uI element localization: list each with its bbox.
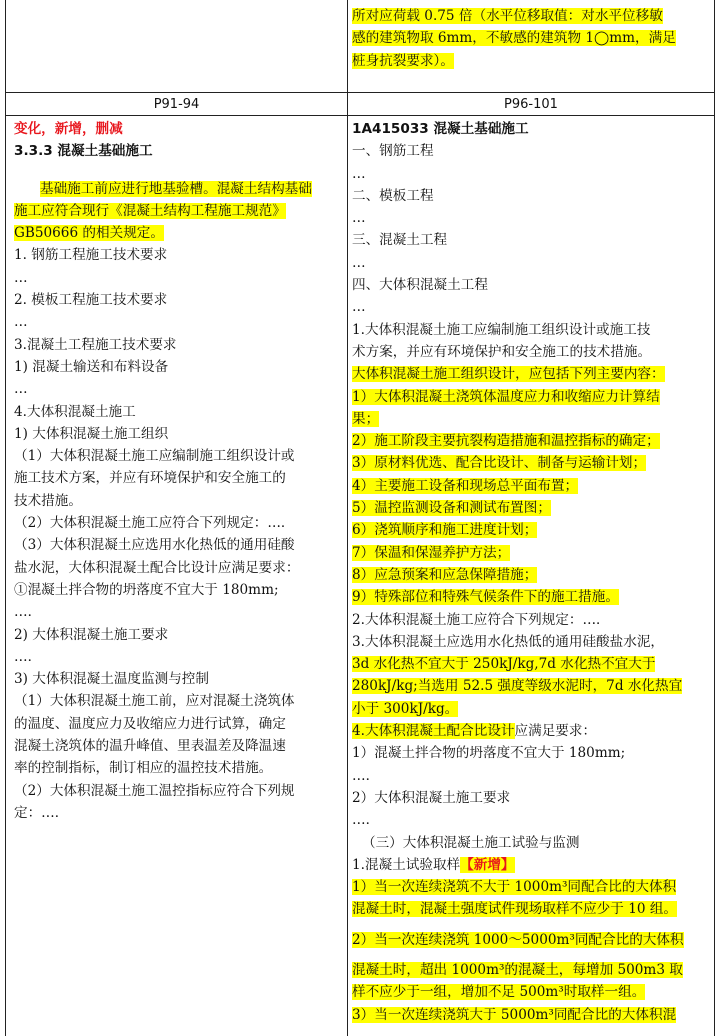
- text-line: 1）当一次连续浇筑不大于 1000m³同配合比的大体积: [352, 879, 677, 896]
- text-line: 定：…．: [14, 804, 69, 821]
- text-line: 感的建筑物取 6mm，不敏感的建筑物 1◯mm，满足: [352, 30, 676, 47]
- text-line: 2）大体积混凝土施工要求: [352, 789, 511, 806]
- ellipsis: …．: [14, 648, 42, 665]
- ellipsis: …: [352, 165, 366, 182]
- text-line: 盐水泥，大体积混凝土配合比设计应满足要求：: [14, 559, 300, 576]
- text-line: 大体积混凝土施工组织设计，应包括下列主要内容：: [352, 366, 665, 383]
- subsection-title: （三）大体积混凝土施工试验与监测: [362, 834, 580, 851]
- column-divider: [347, 0, 348, 1036]
- comparison-table: [5, 0, 715, 1036]
- text-line: 技术措施。: [14, 492, 82, 509]
- text-line: （2）大体积混凝土施工应符合下列规定：…．: [14, 515, 295, 532]
- ellipsis: …: [352, 210, 366, 227]
- left-page-header: P91-94: [153, 97, 200, 112]
- row-divider: [6, 115, 714, 116]
- text-line: 4）主要施工设备和现场总平面布置；: [352, 477, 579, 494]
- left-column: [14, 118, 342, 824]
- text-line: 三、混凝土工程: [352, 232, 448, 249]
- text-line: 二、模板工程: [352, 187, 434, 204]
- right-column: [352, 118, 709, 1026]
- text-line: 基础施工前应进行地基验槽。混凝土结构基础: [40, 180, 312, 197]
- ellipsis: …: [14, 314, 28, 331]
- top-right-cell: [352, 5, 708, 72]
- text-line: 1）混凝土拌合物的坍落度不宜大于 180mm;: [352, 745, 626, 762]
- text-line: 桩身抗裂要求）。: [352, 52, 454, 69]
- text-line: 3）当一次连续浇筑大于 5000m³同配合比的大体积混: [352, 1006, 677, 1023]
- text-line: 3.混凝土工程施工技术要求: [14, 336, 177, 353]
- text-line: （1）大体积混凝土施工应编制施工组织设计或: [14, 448, 295, 465]
- text-line: 1. 钢筋工程施工技术要求: [14, 247, 168, 264]
- text-line: 1) 混凝土输送和布料设备: [14, 358, 169, 375]
- text-line: 8）应急预案和应急保障措施；: [352, 566, 538, 583]
- text-line: 混凝土时，混凝土强度试件现场取样不应少于 10 组。: [352, 901, 678, 918]
- ellipsis: …: [352, 299, 366, 316]
- text-line: 4.大体积混凝土配合比设计: [352, 723, 515, 740]
- text-line: 所对应荷载 0.75 倍（水平位移取值：对水平位移敏: [352, 8, 663, 24]
- text-line: 3.大体积混凝土应选用水化热低的通用硅酸盐水泥，: [352, 633, 665, 650]
- text-line: 7）保温和保湿养护方法；: [352, 544, 511, 561]
- text-line: ①混凝土拌合物的坍落度不宜大于 180mm;: [14, 581, 279, 598]
- text-line: 1.大体积混凝土施工应编制施工组织设计或施工技: [352, 321, 651, 338]
- text-line: 2）施工阶段主要抗裂构造措施和温控指标的确定；: [352, 433, 660, 450]
- text-line: （2）大体积混凝土施工温控指标应符合下列规: [14, 782, 295, 799]
- ellipsis: …: [14, 269, 28, 286]
- text-line: 施工技术方案，并应有环境保护和安全施工的: [14, 470, 286, 487]
- text-line: 2. 模板工程施工技术要求: [14, 292, 168, 309]
- text-line: 四、大体积混凝土工程: [352, 277, 488, 294]
- text-line: 4.大体积混凝土施工: [14, 403, 136, 420]
- text-line: 率的控制指标，制订相应的温控技术措施。: [14, 760, 273, 777]
- text-line: 1）大体积混凝土浇筑体温度应力和收缩应力计算结: [352, 388, 660, 405]
- text-line: 3) 大体积混凝土温度监测与控制: [14, 671, 209, 688]
- text-line: 混凝土浇筑体的温升峰值、里表温差及降温速: [14, 738, 286, 755]
- text-line: 280kJ/kg;当选用 52.5 强度等级水泥时，7d 水化热宜: [352, 678, 683, 695]
- row-divider: [6, 92, 714, 93]
- section-title: 3.3.3 混凝土基础施工: [14, 143, 153, 160]
- text-line: 5）温控监测设备和测试布置图；: [352, 500, 551, 517]
- text-line: 混凝土时，超出 1000m³的混凝土，每增加 500m3 取: [352, 961, 683, 978]
- text-line: 2.大体积混凝土施工应符合下列规定：…．: [352, 611, 610, 628]
- ellipsis: …: [14, 381, 28, 398]
- text-line: 2）当一次连续浇筑 1000～5000m³同配合比的大体积: [352, 931, 684, 948]
- text-line: （1）大体积混凝土施工前，应对混凝土浇筑体: [14, 693, 295, 710]
- ellipsis: …．: [14, 604, 42, 621]
- ellipsis: …: [352, 254, 366, 271]
- text-line: 应满足要求：: [514, 723, 597, 740]
- text-line: 果；: [352, 410, 380, 427]
- text-line: 的温度、温度应力及收缩应力进行试算，确定: [14, 715, 286, 732]
- new-badge: 【新增】: [460, 856, 515, 873]
- text-line: 术方案，并应有环境保护和安全施工的技术措施。: [352, 343, 652, 360]
- text-line: 6）浇筑顺序和施工进度计划；: [352, 522, 538, 539]
- ellipsis: …．: [352, 812, 380, 829]
- right-page-header: P96-101: [504, 97, 558, 112]
- text-line: 1) 大体积混凝土施工组织: [14, 425, 169, 442]
- section-title: 1A415033 混凝土基础施工: [352, 121, 529, 137]
- text-line: 一、钢筋工程: [352, 143, 434, 160]
- text-line: 样不应少于一组，增加不足 500m³时取样一组。: [352, 984, 646, 1001]
- text-line: 3d 水化热不宜大于 250kJ/kg,7d 水化热不宜大于: [352, 656, 656, 673]
- text-line: （3）大体积混凝土应选用水化热低的通用硅酸: [14, 537, 295, 554]
- ellipsis: …．: [352, 767, 380, 784]
- change-label: 变化，新增，删减: [14, 121, 123, 137]
- text-line: 1.混凝土试验取样: [352, 856, 461, 873]
- text-line: 9）特殊部位和特殊气候条件下的施工措施。: [352, 589, 619, 606]
- text-line: 小于 300kJ/kg。: [352, 700, 459, 717]
- text-line: 2) 大体积混凝土施工要求: [14, 626, 169, 643]
- text-line: 3）原材料优选、配合比设计、制备与运输计划；: [352, 455, 647, 472]
- text-line: GB50666 的相关规定。: [14, 225, 164, 242]
- text-line: 施工应符合现行《混凝土结构工程施工规范》: [14, 202, 286, 219]
